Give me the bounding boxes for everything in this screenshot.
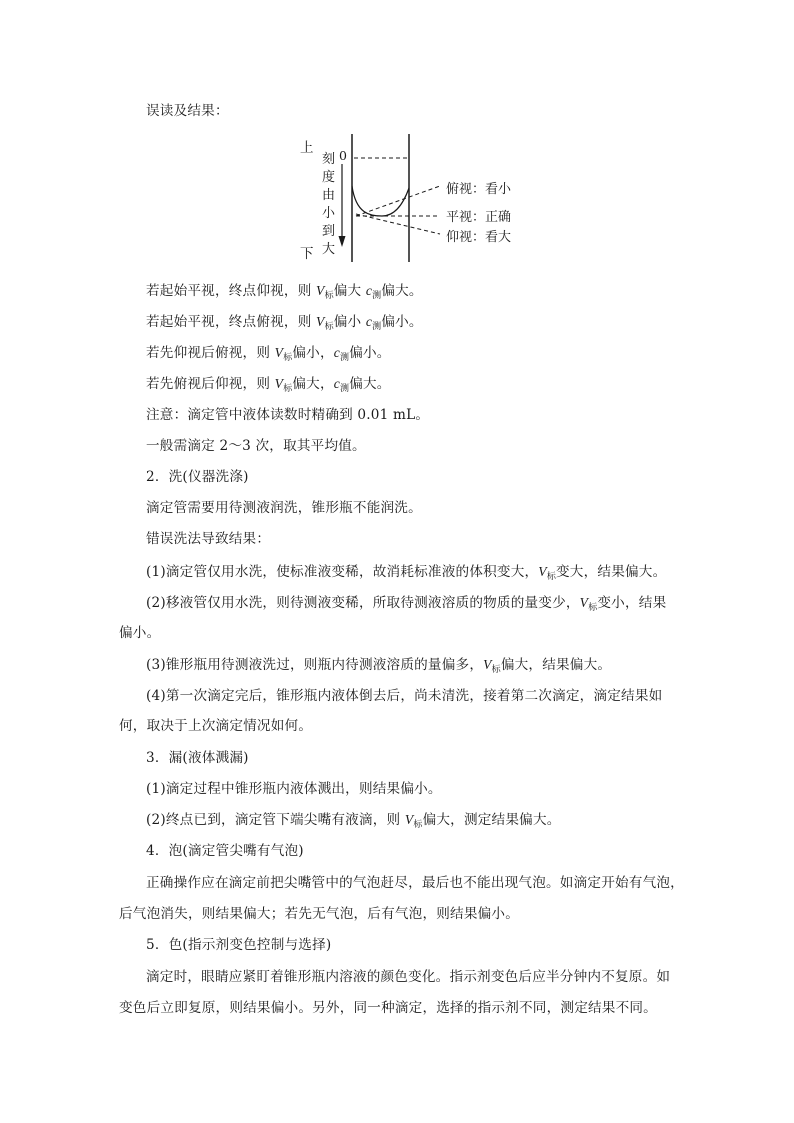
section-2-title: 2．洗(仪器洗涤) bbox=[146, 469, 249, 485]
reading-result-line: 若先俯视后仰视，则 $V_标$偏大，$c_测$偏大。 bbox=[146, 376, 391, 394]
scale-char: 小 bbox=[322, 206, 336, 221]
meniscus-curve bbox=[352, 186, 409, 216]
section-2-paragraph: 错误洗法导致结果： bbox=[146, 531, 271, 547]
wash-error-item-2-cont: 偏小。 bbox=[119, 625, 161, 641]
wash-error-item-4-cont: 何，取决于上次滴定情况如何。 bbox=[119, 718, 313, 734]
scale-char: 大 bbox=[322, 242, 336, 257]
sight-line-top bbox=[356, 186, 440, 216]
intro-text: 误读及结果： bbox=[146, 103, 229, 119]
reading-result-line: 若起始平视，终点俯视，则 $V_标$偏小 $c_测$偏小。 bbox=[146, 314, 423, 332]
section-3-title: 3．漏(液体溅漏) bbox=[146, 750, 249, 766]
wash-error-item-1: (1)滴定管仅用水洗，使标准液变稀，故消耗标准液的体积变大，$V_标$变大，结果偏大。 bbox=[146, 564, 667, 582]
diagram-bottom-label: 下 bbox=[300, 246, 314, 262]
wash-error-item-3: (3)锥形瓶用待测液洗过，则瓶内待测液溶质的量偏多，$V_标$偏大，结果偏大。 bbox=[146, 657, 612, 675]
scale-arrow-head bbox=[339, 236, 346, 247]
section-4-title: 4．泡(滴定管尖嘴有气泡) bbox=[146, 843, 304, 859]
diagram-zero-mark: 0 bbox=[339, 148, 347, 163]
diagram-top-label: 上 bbox=[300, 140, 314, 156]
leak-item-2: (2)终点已到，滴定管下端尖嘴有液滴，则 $V_标$偏大，测定结果偏大。 bbox=[146, 812, 561, 830]
annotation-look-down: 俯视：看小 bbox=[446, 182, 512, 197]
sight-line-bottom bbox=[356, 214, 440, 234]
wash-error-item-4: (4)第一次滴定完后，锥形瓶内液体倒去后，尚未清洗，接着第二次滴定，滴定结果如 bbox=[146, 688, 663, 704]
wash-error-item-2: (2)移液管仅用水洗，则待测液变稀，所取待测液溶质的物质的量变少，$V_标$变小，结果 bbox=[146, 595, 667, 613]
bubble-paragraph-cont: 后气泡消失，则结果偏大；若先无气泡，后有气泡，则结果偏小。 bbox=[119, 906, 520, 922]
scale-char: 由 bbox=[322, 188, 336, 203]
annotation-look-up: 仰视：看大 bbox=[446, 230, 512, 245]
scale-char: 度 bbox=[322, 170, 336, 185]
section-2-paragraph: 滴定管需要用待测液润洗，锥形瓶不能润洗。 bbox=[146, 500, 422, 516]
color-paragraph-cont: 变色后立即复原，则结果偏小。另外，同一种滴定，选择的指示剂不同，测定结果不同。 bbox=[119, 1000, 657, 1016]
section-5-title: 5．色(指示剂变色控制与选择) bbox=[146, 937, 332, 953]
reading-result-line: 若先仰视后俯视，则 $V_标$偏小，$c_测$偏小。 bbox=[146, 345, 391, 363]
burette-reading-diagram bbox=[290, 130, 540, 265]
color-paragraph: 滴定时，眼睛应紧盯着锥形瓶内溶液的颜色变化。指示剂变色后应半分钟内不复原。如 bbox=[146, 969, 671, 985]
repeat-text: 一般需滴定 2～3 次，取其平均值。 bbox=[146, 438, 366, 454]
scale-char: 刻 bbox=[322, 152, 336, 167]
leak-item-1: (1)滴定过程中锥形瓶内液体溅出，则结果偏小。 bbox=[146, 781, 442, 797]
note-text: 注意：滴定管中液体读数时精确到 0.01 mL。 bbox=[146, 407, 430, 423]
reading-result-line: 若起始平视，终点仰视，则 $V_标$偏大 $c_测$偏大。 bbox=[146, 283, 423, 301]
annotation-level: 平视：正确 bbox=[446, 210, 512, 225]
bubble-paragraph: 正确操作应在滴定前把尖嘴管中的气泡赶尽，最后也不能出现气泡。如滴定开始有气泡， bbox=[146, 875, 684, 891]
scale-char: 到 bbox=[322, 224, 336, 239]
